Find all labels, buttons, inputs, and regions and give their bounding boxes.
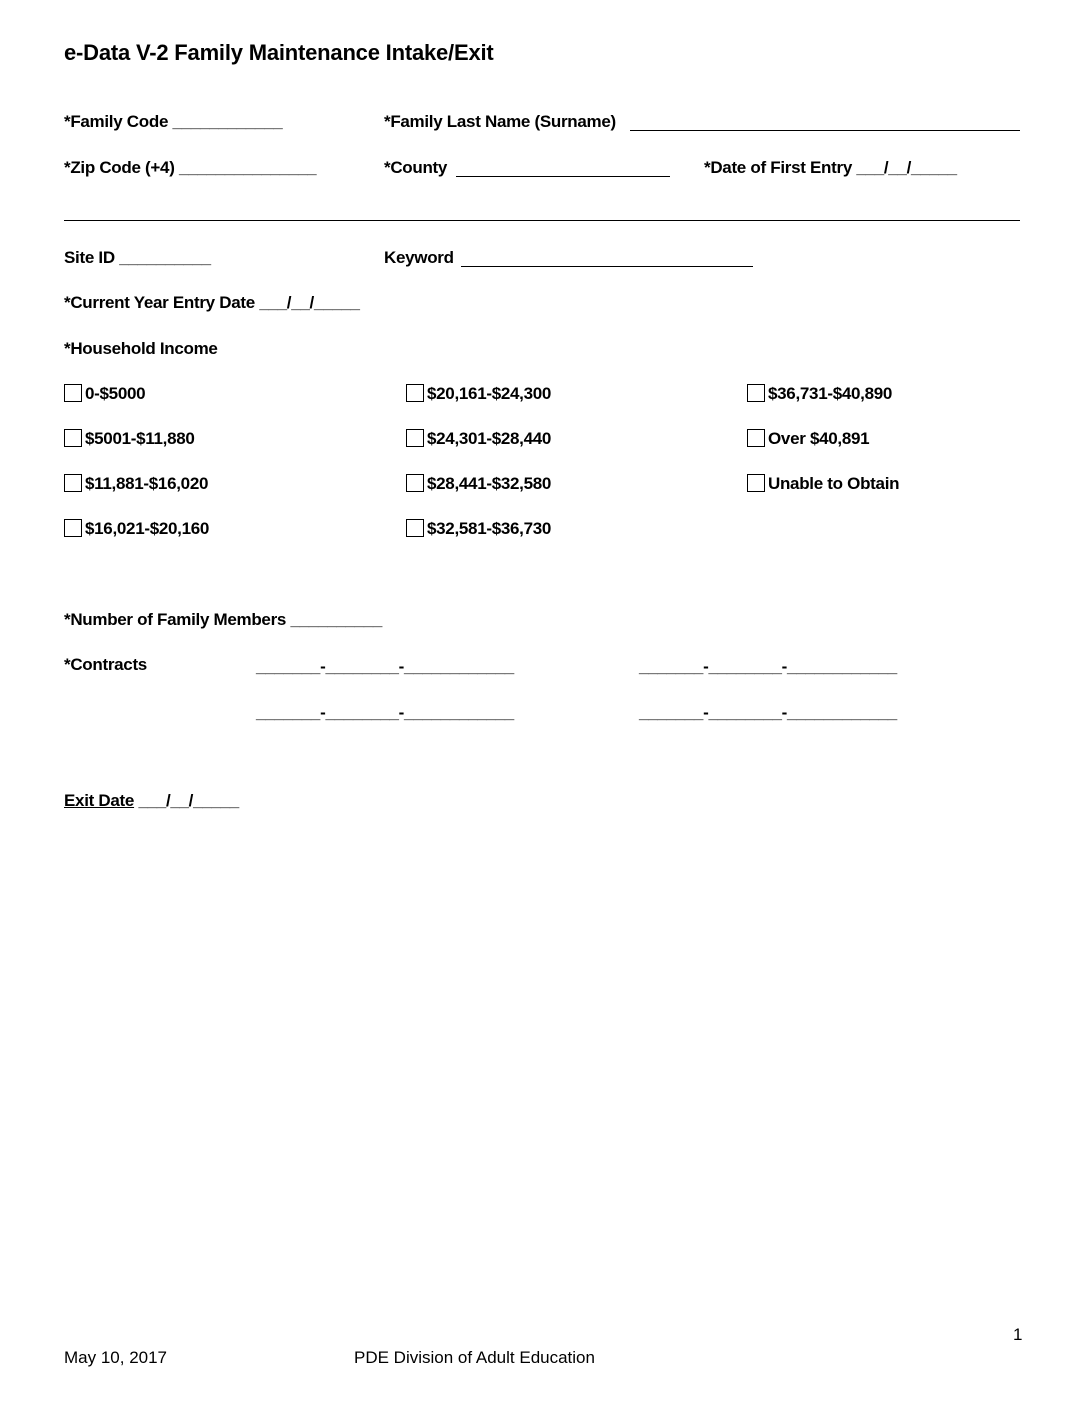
income-option[interactable]: $36,731-$40,890 (747, 384, 892, 404)
contract-field[interactable]: _______-________-____________ (256, 657, 514, 676)
checkbox-icon[interactable] (406, 519, 424, 537)
checkbox-icon[interactable] (406, 474, 424, 492)
section-divider (64, 220, 1020, 221)
page-number: 1 (1013, 1325, 1023, 1344)
checkbox-icon[interactable] (64, 519, 82, 537)
checkbox-icon[interactable] (64, 429, 82, 447)
income-option[interactable]: $32,581-$36,730 (406, 519, 551, 539)
checkbox-icon[interactable] (747, 429, 765, 447)
checkbox-icon[interactable] (406, 384, 424, 402)
household-income-label: *Household Income (64, 339, 218, 358)
income-option[interactable]: $20,161-$24,300 (406, 384, 551, 404)
family-members-field[interactable]: *Number of Family Members __________ (64, 610, 383, 629)
exit-date-field[interactable] (64, 791, 239, 811)
page-title: e-Data V-2 Family Maintenance Intake/Exit (64, 40, 494, 65)
zip-code-field[interactable]: *Zip Code (+4) _______________ (64, 158, 317, 177)
income-option[interactable]: 0-$5000 (64, 384, 145, 404)
exit-date-label: Exit Date (64, 791, 135, 810)
family-last-name-label: *Family Last Name (Surname) (384, 112, 616, 131)
contract-field[interactable]: _______-________-____________ (639, 657, 897, 676)
income-option[interactable]: $24,301-$28,440 (406, 429, 551, 449)
income-option[interactable]: $16,021-$20,160 (64, 519, 209, 539)
income-option[interactable]: $11,881-$16,020 (64, 474, 208, 494)
keyword-label: Keyword (384, 248, 454, 267)
footer-org: PDE Division of Adult Education (354, 1348, 595, 1367)
contracts-label: *Contracts (64, 655, 147, 674)
family-code-field[interactable]: *Family Code ____________ (64, 112, 283, 131)
site-id-field[interactable]: Site ID __________ (64, 248, 211, 267)
checkbox-icon[interactable] (64, 384, 82, 402)
income-option[interactable]: $28,441-$32,580 (406, 474, 551, 494)
family-last-name-line[interactable] (630, 130, 1020, 131)
income-option[interactable]: Unable to Obtain (747, 474, 899, 494)
contract-field[interactable]: _______-________-____________ (639, 703, 897, 722)
checkbox-icon[interactable] (406, 429, 424, 447)
checkbox-icon[interactable] (747, 384, 765, 402)
checkbox-icon[interactable] (747, 474, 765, 492)
current-year-entry-field[interactable]: *Current Year Entry Date ___/__/_____ (64, 293, 360, 312)
county-line[interactable] (456, 176, 670, 177)
income-option[interactable]: $5001-$11,880 (64, 429, 195, 449)
date-first-entry-field[interactable]: *Date of First Entry ___/__/_____ (704, 158, 957, 177)
exit-date-blank: ___/__/_____ (134, 791, 239, 810)
checkbox-icon[interactable] (64, 474, 82, 492)
income-option[interactable]: Over $40,891 (747, 429, 869, 449)
footer-date: May 10, 2017 (64, 1348, 168, 1367)
contract-field[interactable]: _______-________-____________ (256, 703, 514, 722)
keyword-line[interactable] (461, 266, 753, 267)
county-label: *County (384, 158, 448, 177)
